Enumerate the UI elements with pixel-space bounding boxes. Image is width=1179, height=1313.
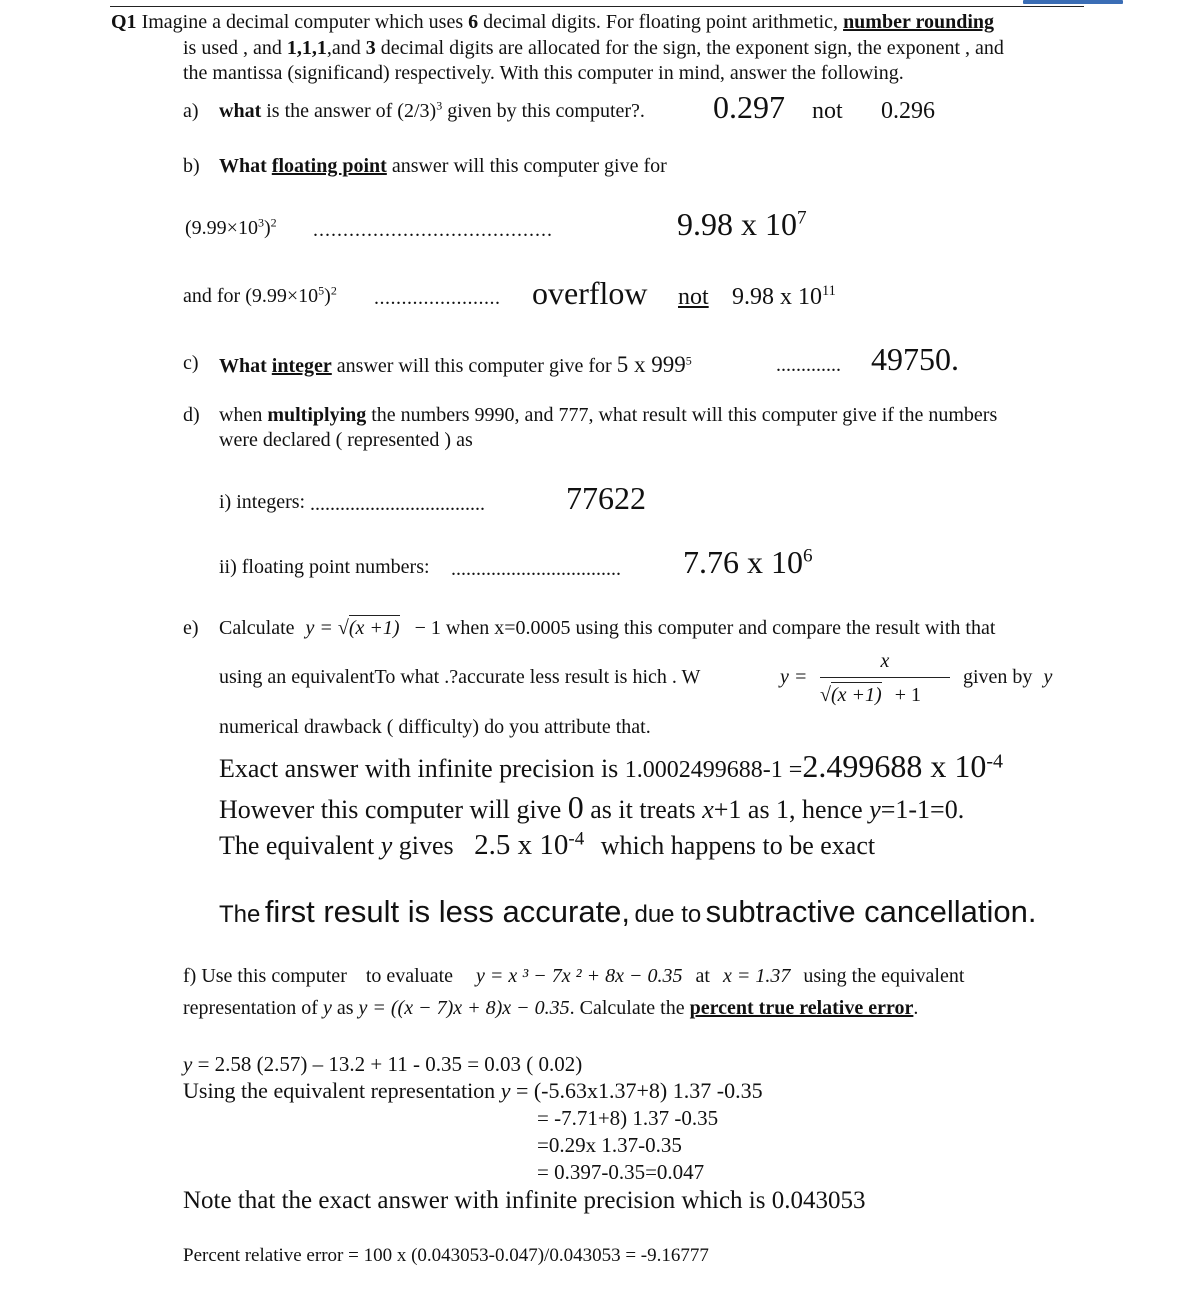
part-b-dots-2: ....................... xyxy=(374,287,501,309)
part-a-question: what is the answer of $(2/3)^3$ given by this computer?. xyxy=(219,98,645,122)
part-d-i-answer: 77622 xyxy=(566,480,646,516)
part-d-line-1: when multiplying the numbers 9990, and 777, what result will this computer give if the numbers xyxy=(219,404,998,426)
part-f-note: Note that the exact answer with infinite precision which is 0.043053 xyxy=(183,1187,866,1214)
q1-label: Q1 xyxy=(111,11,137,33)
part-e-fraction-denominator: √(x +1) + 1 xyxy=(820,684,921,706)
part-a-not: not xyxy=(812,98,843,124)
part-a-label: a) xyxy=(183,100,199,122)
part-b-question: What floating point answer will this computer give for xyxy=(219,155,667,177)
part-b-expr-2: and for $(9.99\times 10^5)^2$ xyxy=(183,283,337,307)
part-e-equiv-y: y = xyxy=(780,666,808,688)
part-e-exact: Exact answer with infinite precision is 1.0002499688-1 =2.499688 x $10^{-4}$ xyxy=(219,748,1003,784)
part-f-line-1: f) Use this computer to evaluate y = x ³ − 7x ² + 8x − 0.35 at x = 1.37 using the equivalent xyxy=(183,965,965,987)
part-d-ii-label: ii) floating point numbers: xyxy=(219,556,430,578)
part-b-not: not xyxy=(678,284,709,310)
part-f-work-line-4: =0.29x 1.37-0.35 xyxy=(537,1133,682,1157)
part-f-work-line-2: Using the equivalent representation y = (-5.63x1.37+8) 1.37 -0.35 xyxy=(183,1078,763,1103)
q1-line-2: is used , and 1,1,1,and 3 decimal digits are allocated for the sign, the exponent sign, the exponent , and xyxy=(183,37,1004,59)
number-rounding-text: number rounding xyxy=(843,11,995,33)
part-b-answer-1: 9.98 x $10^7$ xyxy=(677,206,807,242)
q1-line-3: the mantissa (significand) respectively. With this computer in mind, answer the following. xyxy=(183,62,904,84)
part-b-expr-1: $(9.99\times 10^3)^2$ xyxy=(185,215,277,239)
part-d-ii-dots: .................................. xyxy=(451,558,621,580)
part-e-given-by: given by y xyxy=(963,666,1053,688)
part-b-label: b) xyxy=(183,155,200,177)
part-f-work-line-1: y = 2.58 (2.57) – 13.2 + 11 - 0.35 = 0.03 ( 0.02) xyxy=(183,1052,583,1076)
part-e-equivalent: The equivalent y gives 2.5 x $10^{-4}$ which happens to be exact xyxy=(219,828,876,861)
part-d-label: d) xyxy=(183,404,200,426)
header-rule xyxy=(110,6,1084,7)
q1-line-1: Q1 Imagine a decimal computer which uses 6 decimal digits. For floating point arithmetic, number rounding xyxy=(111,11,995,33)
part-b-dots-1: ........................................ xyxy=(313,219,553,241)
part-f-percent-error: Percent relative error = 100 x (0.043053-0.047)/0.043053 = -9.16777 xyxy=(183,1245,709,1266)
part-c-answer: 49750. xyxy=(871,341,959,377)
part-b-wrong-answer: 9.98 x $10^{11}$ xyxy=(732,283,836,310)
part-e-fraction-bar xyxy=(820,677,950,678)
part-c-dots: ............. xyxy=(776,354,841,376)
part-f-work-line-3: = -7.71+8) 1.37 -0.35 xyxy=(537,1106,719,1130)
part-d-line-2: were declared ( represented ) as xyxy=(219,429,473,451)
part-e-label: e) xyxy=(183,617,199,639)
part-e-however: However this computer will give 0 as it treats x+1 as 1, hence y=1-1=0. xyxy=(219,789,965,825)
part-f-line-2: representation of y as y = ((x − 7)x + 8)x − 0.35. Calculate the percent true relative error. xyxy=(183,997,919,1019)
part-c-label: c) xyxy=(183,352,199,374)
part-f-work-line-5: = 0.397-0.35=0.047 xyxy=(537,1160,705,1184)
part-c-question: What integer answer will this computer give for 5 x $999^5$ xyxy=(219,352,692,377)
part-e-fraction-numerator: x xyxy=(880,650,890,672)
top-scrollbar-indicator xyxy=(1023,0,1123,4)
part-d-ii-answer: 7.76 x $10^6$ xyxy=(683,544,813,580)
part-a-wrong-answer: 0.296 xyxy=(881,98,935,124)
part-d-i-dots: ................................... xyxy=(310,493,485,515)
part-b-answer-2: overflow xyxy=(532,275,648,311)
part-e-line-3: numerical drawback ( difficulty) do you attribute that. xyxy=(219,716,651,738)
percent-true-relative-error-text: percent true relative error xyxy=(689,997,914,1019)
part-e-line-1: Calculate y = √(x +1) − 1 when x=0.0005 using this computer and compare the result with that xyxy=(219,617,996,639)
part-e-conclusion: The first result is less accurate, due to subtractive cancellation. xyxy=(219,894,1037,929)
part-e-line-2: using an equivalentTo what .?accurate less result is hich . W xyxy=(219,666,701,688)
part-d-i-label: i) integers: xyxy=(219,491,306,513)
part-a-answer: 0.297 xyxy=(713,89,785,125)
